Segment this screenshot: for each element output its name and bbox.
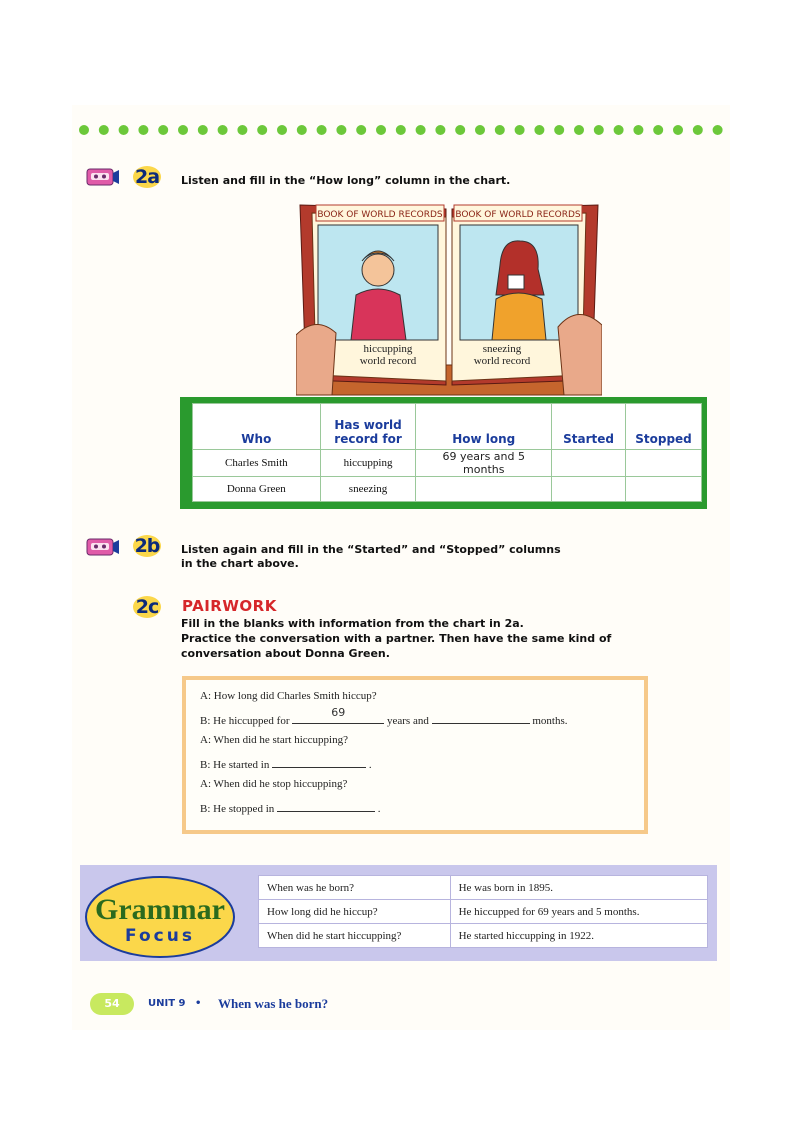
blank-stopped[interactable]	[277, 800, 375, 812]
blank-years[interactable]	[292, 706, 384, 724]
green-dot	[336, 125, 346, 135]
grammar-question: When was he born?	[259, 876, 451, 900]
book-of-world-records-illustration	[296, 195, 602, 400]
green-dot	[534, 125, 544, 135]
table-row	[193, 477, 702, 502]
unit-number: UNIT 9	[148, 998, 186, 1009]
green-dot	[515, 125, 525, 135]
instruction-2a: Listen and fill in the “How long” column in the chart.	[181, 174, 511, 187]
cell-stopped[interactable]	[626, 450, 702, 477]
pairwork-heading: PAIRWORK	[182, 597, 277, 615]
green-dot	[119, 125, 129, 135]
unit-title: When was he born?	[218, 996, 329, 1011]
caption-right-line1: sneezing	[482, 343, 522, 355]
green-dot	[554, 125, 564, 135]
grammar-answer: He hiccupped for 69 years and 5 months.	[450, 900, 707, 924]
exercise-badge-2c: 2c	[133, 596, 161, 618]
cell-who: Donna Green	[193, 477, 321, 502]
column-header-record-for: Has world record for	[320, 404, 416, 450]
conversation-text: months.	[532, 715, 568, 727]
table-row	[259, 924, 708, 948]
cell-how-long[interactable]	[416, 477, 552, 502]
grammar-focus-table	[258, 875, 708, 948]
book-banner-left: BOOK OF WORLD RECORDS	[317, 210, 443, 220]
instruction-2b-line2: in the chart above.	[181, 557, 299, 570]
cell-who: Charles Smith	[193, 450, 321, 477]
cell-record: sneezing	[320, 477, 416, 502]
conversation-line: A: When did he start hiccupping?	[200, 734, 348, 746]
conversation-text: B: He stopped in	[200, 803, 275, 815]
conversation-line: A: How long did Charles Smith hiccup?	[200, 690, 377, 702]
green-dot	[99, 125, 109, 135]
green-dot	[594, 125, 604, 135]
green-dot	[158, 125, 168, 135]
cell-stopped[interactable]	[626, 477, 702, 502]
table-row	[193, 450, 702, 477]
table-row	[259, 900, 708, 924]
green-dot	[79, 125, 89, 135]
column-header-started: Started	[552, 404, 626, 450]
focus-word: Focus	[125, 926, 195, 946]
cell-how-long[interactable]: 69 years and 5 months	[416, 450, 552, 477]
grammar-question: How long did he hiccup?	[259, 900, 451, 924]
conversation-line	[200, 800, 381, 815]
conversation-text: B: He started in	[200, 759, 270, 771]
green-dot	[673, 125, 683, 135]
conversation-line	[200, 706, 568, 727]
book-banner-right: BOOK OF WORLD RECORDS	[455, 210, 581, 220]
cell-started[interactable]	[552, 477, 626, 502]
cell-started[interactable]	[552, 450, 626, 477]
page-number: 54	[90, 993, 134, 1015]
green-dot	[138, 125, 148, 135]
grammar-answer: He was born in 1895.	[450, 876, 707, 900]
green-dot	[653, 125, 663, 135]
exercise-badge-2a: 2a	[134, 166, 160, 188]
column-header-who: Who	[193, 404, 321, 450]
green-dot	[198, 125, 208, 135]
caption-right-line2: world record	[473, 355, 531, 367]
green-dot	[614, 125, 624, 135]
green-dot	[475, 125, 485, 135]
caption-left-line1: hiccupping	[363, 343, 413, 355]
table-header-row	[193, 404, 702, 450]
world-records-chart	[180, 397, 707, 509]
green-dot	[297, 125, 307, 135]
instruction-2c-line1: Fill in the blanks with information from the chart in 2a.	[181, 617, 524, 630]
grammar-focus-logo	[84, 875, 238, 959]
grammar-answer: He started hiccupping in 1922.	[450, 924, 707, 948]
green-dot	[633, 125, 643, 135]
green-dot	[317, 125, 327, 135]
green-dot	[713, 125, 723, 135]
grammar-word: Grammar	[95, 893, 225, 926]
records-table	[192, 403, 702, 502]
unit-label	[148, 998, 201, 1009]
conversation-box	[182, 676, 648, 834]
green-dot	[178, 125, 188, 135]
caption-left-line2: world record	[359, 355, 417, 367]
conversation-line: A: When did he stop hiccupping?	[200, 778, 348, 790]
conversation-text: years and	[387, 715, 429, 727]
blank-started[interactable]	[272, 756, 366, 768]
green-dot	[356, 125, 366, 135]
instruction-2b-line1: Listen again and fill in the “Started” and “Stopped” columns	[181, 543, 561, 556]
green-dot	[257, 125, 267, 135]
green-dot	[495, 125, 505, 135]
table-row	[259, 876, 708, 900]
green-dot	[574, 125, 584, 135]
grammar-question: When did he start hiccupping?	[259, 924, 451, 948]
cassette-tape-icon	[86, 167, 120, 187]
instruction-2c-line2: Practice the conversation with a partner. Then have the same kind of	[181, 632, 612, 645]
column-header-stopped: Stopped	[626, 404, 702, 450]
blank-months[interactable]	[432, 712, 530, 724]
handwritten-answer: 69	[331, 706, 346, 719]
green-dot	[416, 125, 426, 135]
conversation-line	[200, 756, 372, 771]
cassette-tape-icon	[86, 537, 120, 557]
green-dot	[277, 125, 287, 135]
column-header-how-long: How long	[416, 404, 552, 450]
green-dot	[376, 125, 386, 135]
green-dot	[237, 125, 247, 135]
green-dot	[693, 125, 703, 135]
conversation-text: .	[368, 759, 372, 771]
green-dotted-rule	[78, 123, 728, 137]
bullet: •	[194, 998, 202, 1009]
green-dot	[455, 125, 465, 135]
conversation-text: .	[377, 803, 381, 815]
conversation-text: B: He hiccupped for	[200, 715, 290, 727]
green-dot	[396, 125, 406, 135]
exercise-badge-2b: 2b	[134, 535, 160, 557]
green-dot	[218, 125, 228, 135]
green-dot	[435, 125, 445, 135]
cell-record: hiccupping	[320, 450, 416, 477]
instruction-2c-line3: conversation about Donna Green.	[181, 647, 390, 660]
